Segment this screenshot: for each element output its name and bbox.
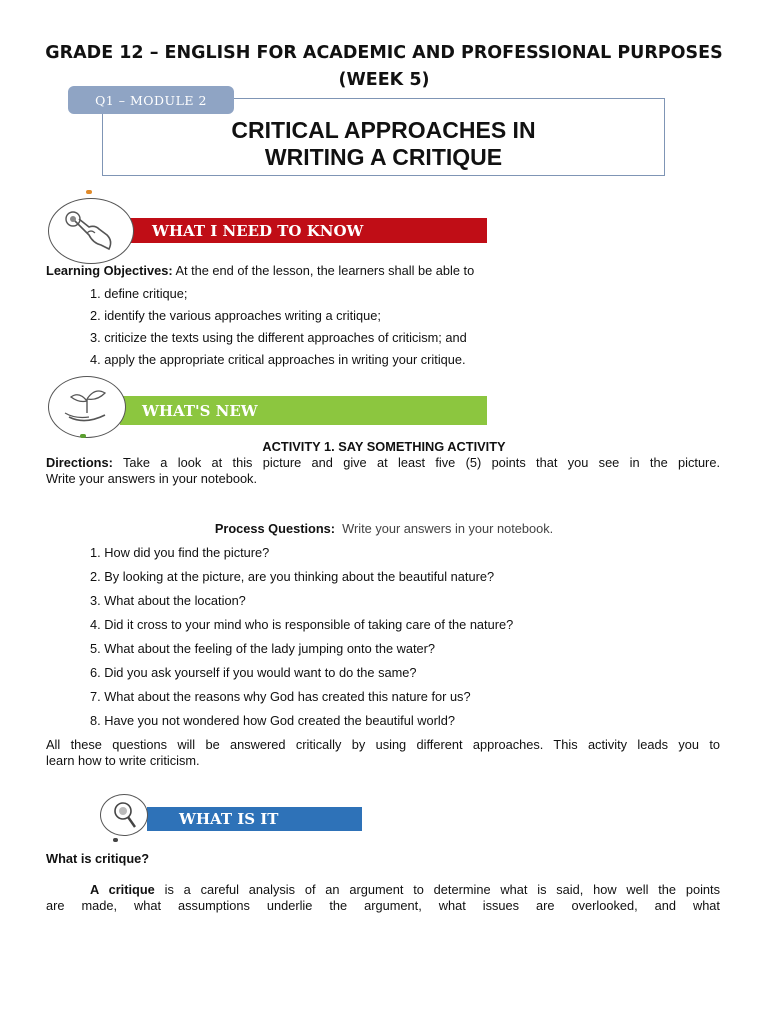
- question-item: 6. Did you ask yourself if you would want to do the same?: [90, 665, 417, 680]
- objective-item: 4. apply the appropriate critical approaches in writing your critique.: [90, 352, 466, 367]
- section-band-what-is-it: WHAT IS IT: [147, 807, 362, 831]
- directions-text: Take a look at this picture and give at least five (5) points that you see in the picture.: [112, 455, 720, 470]
- what-is-critique-heading: What is critique?: [46, 851, 150, 866]
- critique-para-line2: are made, what assumptions underlie the argument, what issues are overlooked, and what: [46, 898, 720, 913]
- critique-para-line1: [90, 882, 720, 898]
- directions-line2: Write your answers in your notebook.: [46, 471, 258, 486]
- objective-item: 2. identify the various approaches writing a critique;: [90, 308, 381, 323]
- question-item: 8. Have you not wondered how God created the beautiful world?: [90, 713, 455, 728]
- directions-label: Directions:: [46, 455, 113, 470]
- decor-tick-icon: [80, 434, 86, 438]
- plant-in-hand-icon: [48, 376, 126, 438]
- closing-line2: learn how to write criticism.: [46, 753, 200, 768]
- question-item: 1. How did you find the picture?: [90, 545, 270, 560]
- lesson-title: [102, 117, 665, 171]
- critique-term: A critique: [90, 882, 155, 897]
- process-questions-line: [0, 521, 768, 537]
- objective-item: 3. criticize the texts using the different approaches of criticism; and: [90, 330, 467, 345]
- question-item: 7. What about the reasons why God has created this nature for us?: [90, 689, 471, 704]
- activity-title: ACTIVITY 1. SAY SOMETHING ACTIVITY: [262, 439, 506, 454]
- learning-objectives-intro: [46, 263, 474, 279]
- grade-title-line2: (WEEK 5): [338, 70, 430, 90]
- decor-dot-icon: [86, 190, 92, 194]
- directions-line1: [46, 455, 720, 471]
- critique-para-text1: is a careful analysis of an argument to determine what is said, how well the points: [154, 882, 720, 897]
- learning-objectives-label: Learning Objectives:: [46, 263, 173, 278]
- touch-hand-icon: [48, 198, 134, 264]
- closing-line1: All these questions will be answered critically by using different approaches. This activity leads you to: [46, 737, 720, 752]
- learning-objectives-text: At the end of the lesson, the learners shall be able to: [172, 263, 475, 278]
- magnifier-icon: [100, 794, 148, 836]
- process-questions-text: Write your answers in your notebook.: [342, 521, 554, 536]
- section-band-what-i-need-to-know: WHAT I NEED TO KNOW: [130, 218, 487, 243]
- grade-title-line1: GRADE 12 – ENGLISH FOR ACADEMIC AND PROFESSIONAL PURPOSES: [45, 43, 723, 63]
- objective-item: 1. define critique;: [90, 286, 188, 301]
- module-tab: Q1 – MODULE 2: [68, 86, 234, 114]
- lesson-title-line2: WRITING A CRITIQUE: [264, 144, 503, 170]
- question-item: 3. What about the location?: [90, 593, 246, 608]
- section-band-whats-new: WHAT'S NEW: [120, 396, 487, 425]
- question-item: 5. What about the feeling of the lady jumping onto the water?: [90, 641, 436, 656]
- process-questions-label: Process Questions:: [214, 521, 336, 536]
- question-item: 4. Did it cross to your mind who is responsible of taking care of the nature?: [90, 617, 514, 632]
- lesson-title-line1: CRITICAL APPROACHES IN: [231, 117, 536, 143]
- decor-tick-icon: [113, 838, 118, 842]
- question-item: 2. By looking at the picture, are you thinking about the beautiful nature?: [90, 569, 495, 584]
